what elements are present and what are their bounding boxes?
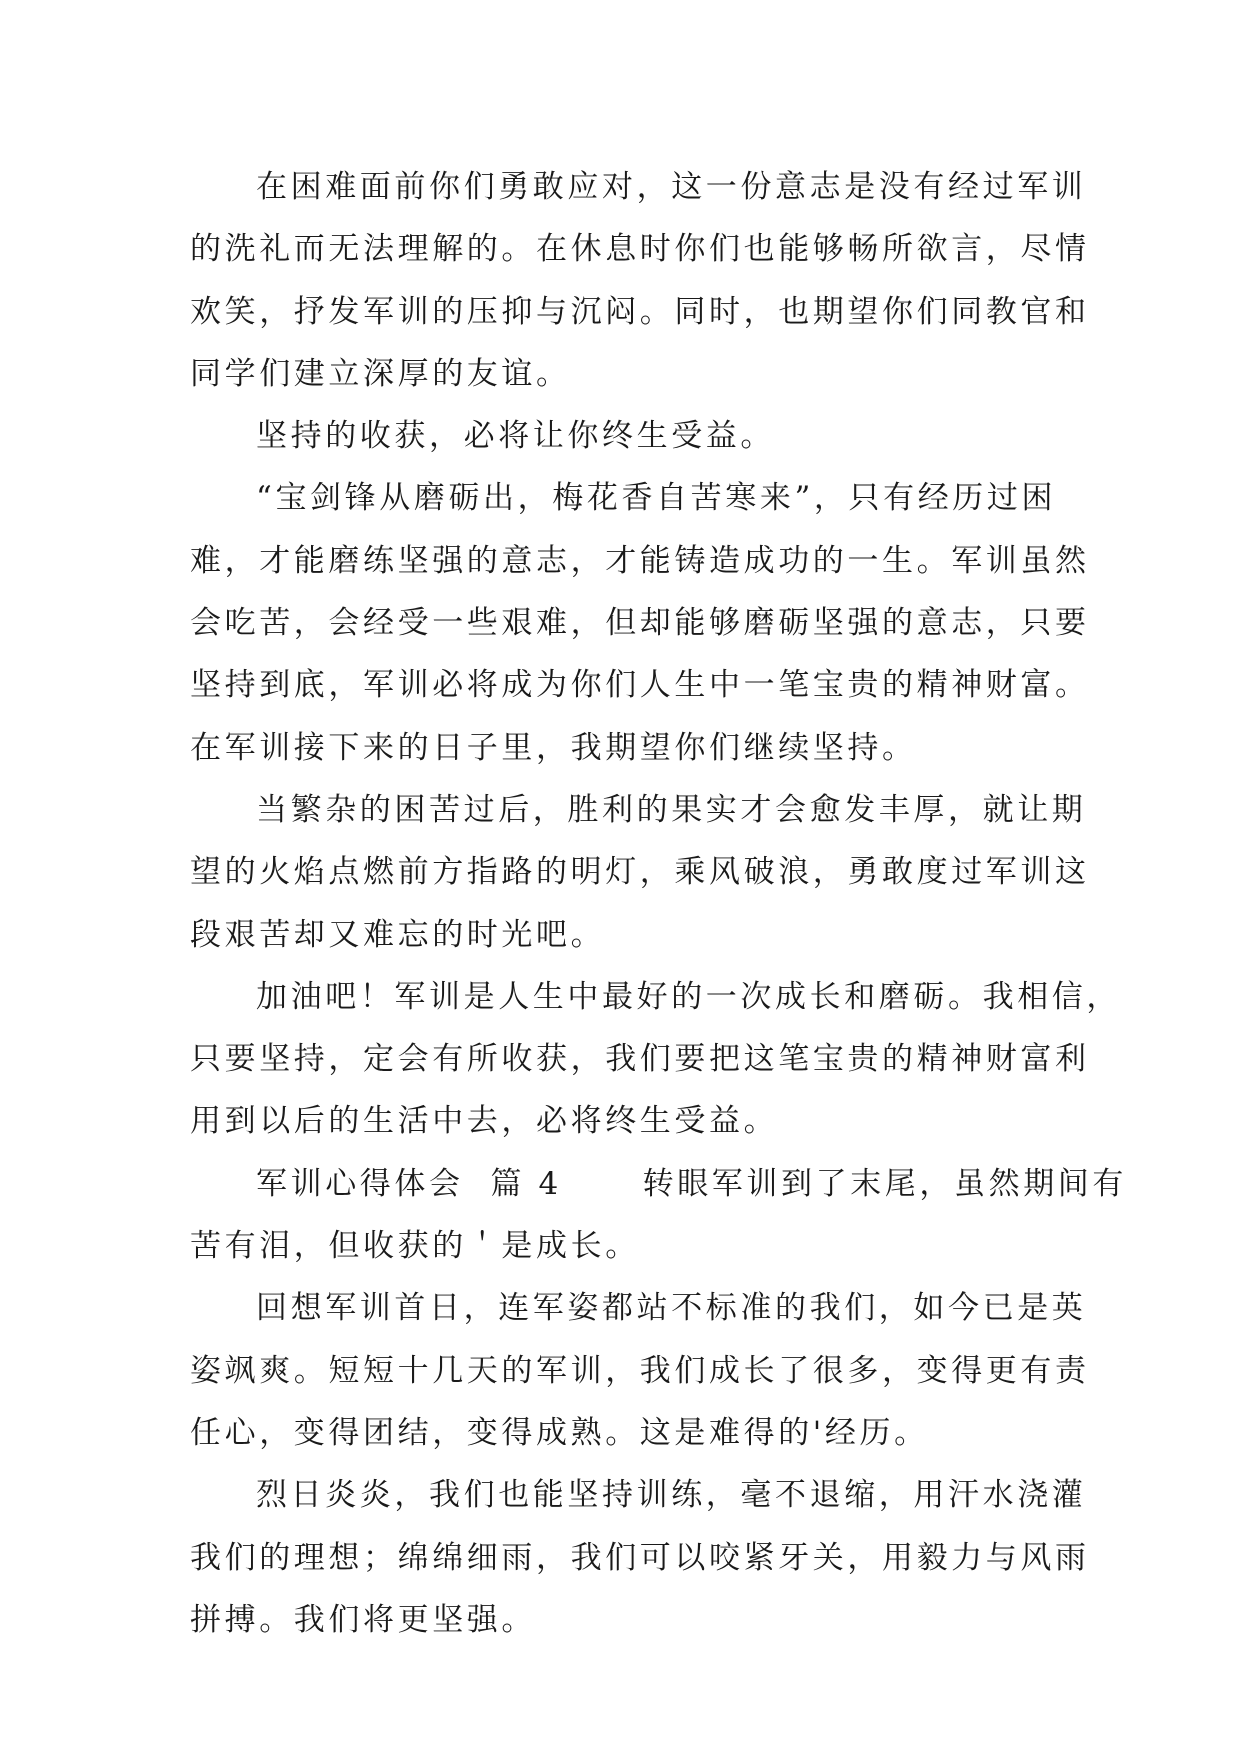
text-line: 在军训接下来的日子里，我期望你们继续坚持。	[190, 729, 917, 766]
text-line: 坚持的收获，必将让你终生受益。	[256, 418, 775, 455]
text-line: 望的火焰点燃前方指路的明灯，乘风破浪，勇敢度过军训这	[190, 854, 1090, 891]
text-line: 拼搏。我们将更坚强。	[190, 1601, 536, 1638]
text-line: 难，才能磨练坚强的意志，才能铸造成功的一生。军训虽然	[190, 542, 1090, 579]
text-line: 会吃苦，会经受一些艰难，但却能够磨砺坚强的意志，只要	[190, 605, 1090, 642]
text-line: 欢笑，抒发军训的压抑与沉闷。同时，也期望你们同教官和	[190, 293, 1090, 330]
text-line: 姿飒爽。短短十几天的军训，我们成长了很多，变得更有责	[190, 1352, 1090, 1389]
document-body	[190, 156, 1128, 1651]
text-line: 当繁杂的困苦过后，胜利的果实才会愈发丰厚，就让期	[256, 791, 1087, 828]
text-line: “宝剑锋从磨砺出，梅花香自苦寒来”，只有经历过困	[256, 480, 1057, 517]
text-line: 我们的理想；绵绵细雨，我们可以咬紧牙关，用毅力与风雨	[190, 1539, 1090, 1576]
text-line: 回想军训首日，连军姿都站不标准的我们，如今已是英	[256, 1290, 1087, 1327]
text-line: 坚持到底，军训必将成为你们人生中一笔宝贵的精神财富。	[190, 667, 1090, 704]
text-line: 烈日炎炎，我们也能坚持训练，毫不退缩，用汗水浇灌	[256, 1477, 1087, 1514]
text-line: 的洗礼而无法理解的。在休息时你们也能够畅所欲言，尽情	[190, 231, 1090, 268]
text-line: 只要坚持，定会有所收获，我们要把这笔宝贵的精神财富利	[190, 1041, 1090, 1078]
text-line: 苦有泪，但收获的＇是成长。	[190, 1228, 640, 1265]
text-line: 段艰苦却又难忘的时光吧。	[190, 916, 606, 953]
text-line: 在困难面前你们勇敢应对，这一份意志是没有经过军训	[256, 169, 1087, 205]
text-line: 用到以后的生活中去，必将终生受益。	[190, 1103, 779, 1140]
text-line: 加油吧！军训是人生中最好的一次成长和磨砺。我相信，	[256, 978, 1121, 1015]
text-line: 同学们建立深厚的友谊。	[190, 355, 571, 392]
text-line: 军训心得体会 篇 4 转眼军训到了末尾，虽然期间有	[256, 1165, 1128, 1202]
text-line: 任心，变得团结，变得成熟。这是难得的'经历。	[190, 1414, 929, 1451]
